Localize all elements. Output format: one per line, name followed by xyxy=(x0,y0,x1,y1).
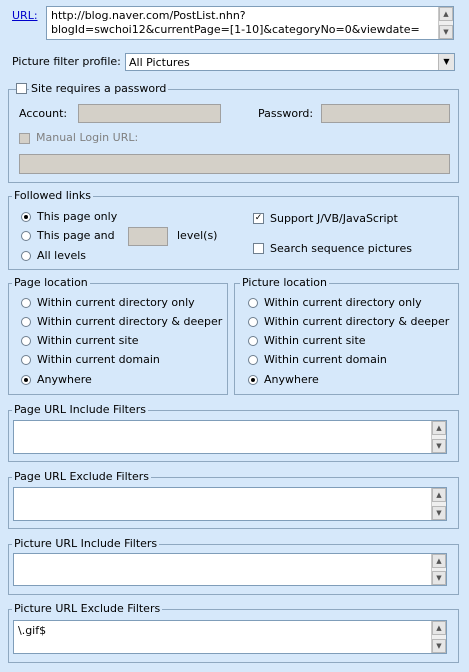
picture-include-input[interactable] xyxy=(13,553,447,586)
password-required-checkbox[interactable] xyxy=(16,83,27,94)
pic-loc-option-domain: Within current domain xyxy=(264,353,387,366)
radio-this-page-and[interactable] xyxy=(21,231,31,241)
password-label: Password: xyxy=(258,107,314,120)
manual-login-input[interactable] xyxy=(19,154,450,174)
picture-location-title: Picture location xyxy=(242,276,327,289)
page-exclude-scrollbar[interactable] xyxy=(431,488,446,520)
picture-exclude-scrollbar[interactable] xyxy=(431,621,446,653)
manual-login-checkbox[interactable] xyxy=(19,133,30,144)
picture-exclude-title: Picture URL Exclude Filters xyxy=(14,602,161,615)
page-loc-radio-dir-only[interactable] xyxy=(21,298,31,308)
url-label[interactable]: URL: xyxy=(12,9,38,22)
pic-loc-radio-dir-deeper[interactable] xyxy=(248,317,258,327)
pic-loc-radio-anywhere[interactable] xyxy=(248,375,258,385)
scroll-down-icon[interactable]: ▼ xyxy=(432,571,446,585)
page-loc-option-site: Within current site xyxy=(37,334,139,347)
page-exclude-input[interactable] xyxy=(13,487,447,521)
pic-loc-radio-dir-only[interactable] xyxy=(248,298,258,308)
picture-exclude-input[interactable] xyxy=(13,620,447,654)
search-sequence-label: Search sequence pictures xyxy=(270,242,412,255)
scroll-down-icon[interactable]: ▼ xyxy=(432,506,446,520)
scroll-up-icon[interactable]: ▲ xyxy=(432,621,446,635)
password-input[interactable] xyxy=(321,104,450,123)
account-label: Account: xyxy=(19,107,68,120)
option-this-page-only: This page only xyxy=(37,210,118,223)
pic-loc-option-dir-only: Within current directory only xyxy=(264,296,422,309)
scroll-up-icon[interactable]: ▲ xyxy=(432,554,446,568)
account-input[interactable] xyxy=(78,104,221,123)
pic-loc-radio-site[interactable] xyxy=(248,336,258,346)
followed-links-title: Followed links xyxy=(14,189,91,202)
filter-profile-label: Picture filter profile: xyxy=(12,55,121,68)
page-loc-option-dir-deeper: Within current directory & deeper xyxy=(37,315,223,328)
page-loc-radio-site[interactable] xyxy=(21,336,31,346)
page-loc-option-dir-only: Within current directory only xyxy=(37,296,195,309)
option-this-page-and: This page and xyxy=(37,229,115,242)
pic-loc-option-anywhere: Anywhere xyxy=(264,373,319,386)
password-group-title: Site requires a password xyxy=(31,82,167,95)
page-location-title: Page location xyxy=(14,276,88,289)
page-loc-option-domain: Within current domain xyxy=(37,353,160,366)
picture-include-scrollbar[interactable] xyxy=(431,554,446,585)
page-include-input[interactable] xyxy=(13,420,447,454)
page-include-scrollbar[interactable] xyxy=(431,421,446,453)
manual-login-label: Manual Login URL: xyxy=(36,131,139,144)
page-loc-radio-anywhere[interactable] xyxy=(21,375,31,385)
scroll-up-icon[interactable]: ▲ xyxy=(432,488,446,502)
pic-loc-radio-domain[interactable] xyxy=(248,355,258,365)
scroll-down-icon[interactable]: ▼ xyxy=(432,639,446,653)
filter-profile-select[interactable] xyxy=(125,53,455,71)
chevron-down-icon[interactable]: ▼ xyxy=(438,54,454,70)
page-include-title: Page URL Include Filters xyxy=(14,403,146,416)
url-line-2: blogId=swchoi12&currentPage=[1-10]&categoryNo=0&viewdate= xyxy=(51,23,420,36)
levels-input[interactable] xyxy=(128,227,168,246)
picture-exclude-value: \.gif$ xyxy=(18,624,47,637)
page-exclude-title: Page URL Exclude Filters xyxy=(14,470,150,483)
levels-suffix: level(s) xyxy=(177,229,218,242)
filter-profile-value: All Pictures xyxy=(129,56,190,69)
page-loc-radio-dir-deeper[interactable] xyxy=(21,317,31,327)
picture-include-title: Picture URL Include Filters xyxy=(14,537,158,550)
pic-loc-option-dir-deeper: Within current directory & deeper xyxy=(264,315,450,328)
support-js-checkbox[interactable]: ✓ xyxy=(254,213,263,223)
scroll-up-icon[interactable]: ▲ xyxy=(439,7,453,21)
page-loc-option-anywhere: Anywhere xyxy=(37,373,92,386)
scroll-down-icon[interactable]: ▼ xyxy=(439,25,453,39)
url-input[interactable] xyxy=(46,6,454,40)
page-loc-radio-domain[interactable] xyxy=(21,355,31,365)
option-all-levels: All levels xyxy=(37,249,87,262)
radio-all-levels[interactable] xyxy=(21,251,31,261)
url-scrollbar[interactable] xyxy=(438,7,453,39)
url-line-1: http://blog.naver.com/PostList.nhn? xyxy=(51,9,246,22)
radio-this-page-only[interactable] xyxy=(21,212,31,222)
search-sequence-checkbox[interactable] xyxy=(253,243,264,254)
support-js-label: Support J/VB/JavaScript xyxy=(270,212,398,225)
scroll-up-icon[interactable]: ▲ xyxy=(432,421,446,435)
scroll-down-icon[interactable]: ▼ xyxy=(432,439,446,453)
pic-loc-option-site: Within current site xyxy=(264,334,366,347)
